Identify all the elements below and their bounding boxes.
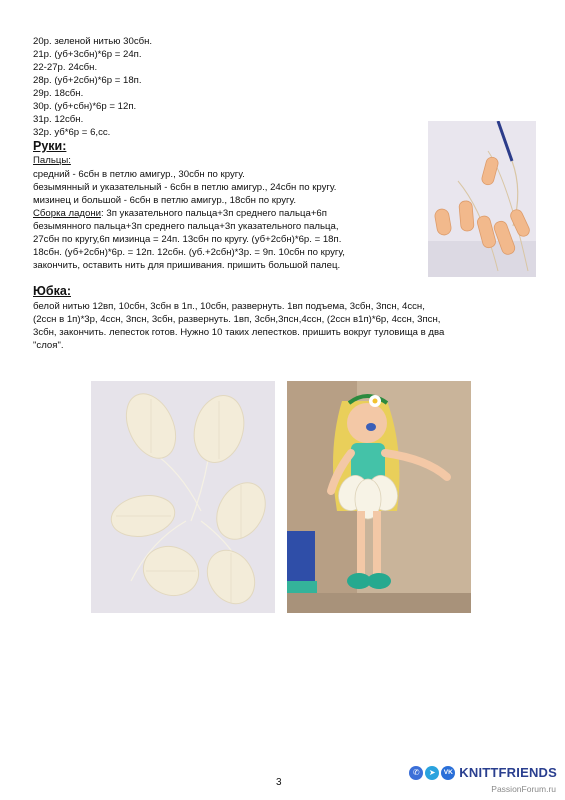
footer-branding bbox=[409, 765, 557, 780]
telegram-icon: ➤ bbox=[425, 766, 439, 780]
row-32: 32р. уб*6р = 6,сс. bbox=[33, 127, 111, 138]
skirt-line-1: белой нитью 12вп, 10сбн, 3сбн в 1п., 10сбн, развернуть. 1вп подъема, 3сбн, 3псн, 4ссн, bbox=[33, 301, 425, 312]
row-21: 21р. (уб+3сбн)*6р = 24п. bbox=[33, 49, 142, 60]
finger-middle: средний - 6сбн в петлю амигур., 30сбн по кругу. bbox=[33, 169, 245, 180]
palm-line-4: 18сбн. (уб+2сбн)*6р. = 12п. 12сбн. (уб.+2сбн)*3р. = 9п. 10сбн по кругу, bbox=[33, 247, 345, 258]
skirt-line-4: "слоя". bbox=[33, 340, 64, 351]
palm-line-1: Сборка ладони: 3п указательного пальца+3п среднего пальца+6п bbox=[33, 208, 327, 219]
skirt-heading: Юбка: bbox=[33, 284, 71, 298]
row-22-27: 22-27р. 24сбн. bbox=[33, 62, 98, 73]
arms-heading: Руки: bbox=[33, 139, 67, 153]
row-20: 20р. зеленой нитью 30сбн. bbox=[33, 36, 153, 47]
page-number: 3 bbox=[276, 777, 282, 788]
skirt-line-3: 3сбн, закончить. лепесток готов. Нужно 10 таких лепестков. пришить вокруг туловища в два bbox=[33, 327, 445, 338]
messenger-icon: ✆ bbox=[409, 766, 423, 780]
palm-line-3: 27сбн по кругу,6п мизинца = 24п. 13сбн по кругу. (уб+2сбн)*6р. = 18п. bbox=[33, 234, 342, 245]
row-28: 28р. (уб+2сбн)*6р = 18п. bbox=[33, 75, 142, 86]
finger-pinky-thumb: мизинец и большой - 6сбн в петлю амигур., 18сбн по кругу. bbox=[33, 195, 297, 206]
doll-photo bbox=[287, 381, 471, 613]
finger-ring-index: безымянный и указательный - 6сбн в петлю амигур., 24сбн по кругу. bbox=[33, 182, 337, 193]
watermark-site: PassionForum.ru bbox=[491, 784, 556, 794]
petals-photo bbox=[91, 381, 275, 613]
row-30: 30р. (уб+сбн)*6р = 12п. bbox=[33, 101, 137, 112]
row-29: 29р. 18сбн. bbox=[33, 88, 84, 99]
row-31: 31р. 12сбн. bbox=[33, 114, 84, 125]
vk-icon: VK bbox=[441, 766, 455, 780]
palm-subheading: Сборка ладони bbox=[33, 208, 102, 219]
fingers-photo bbox=[428, 121, 536, 277]
fingers-subheading: Пальцы: bbox=[33, 155, 71, 166]
palm-line-2: безымянного пальца+3п среднего пальца+3п указательного пальца, bbox=[33, 221, 339, 232]
brand-name: KNITTFRIENDS bbox=[459, 765, 557, 780]
skirt-line-2: (2ссн в 1п)*3р, 4ссн, 3псн, 3сбн, развернуть. 1вп, 3сбн,3псн,4ссн, (2ссн в1п)*6р, 4ссн, 3псн, bbox=[33, 314, 441, 325]
palm-line-5: закончить, оставить нить для пришивания. пришить большой палец. bbox=[33, 260, 341, 271]
